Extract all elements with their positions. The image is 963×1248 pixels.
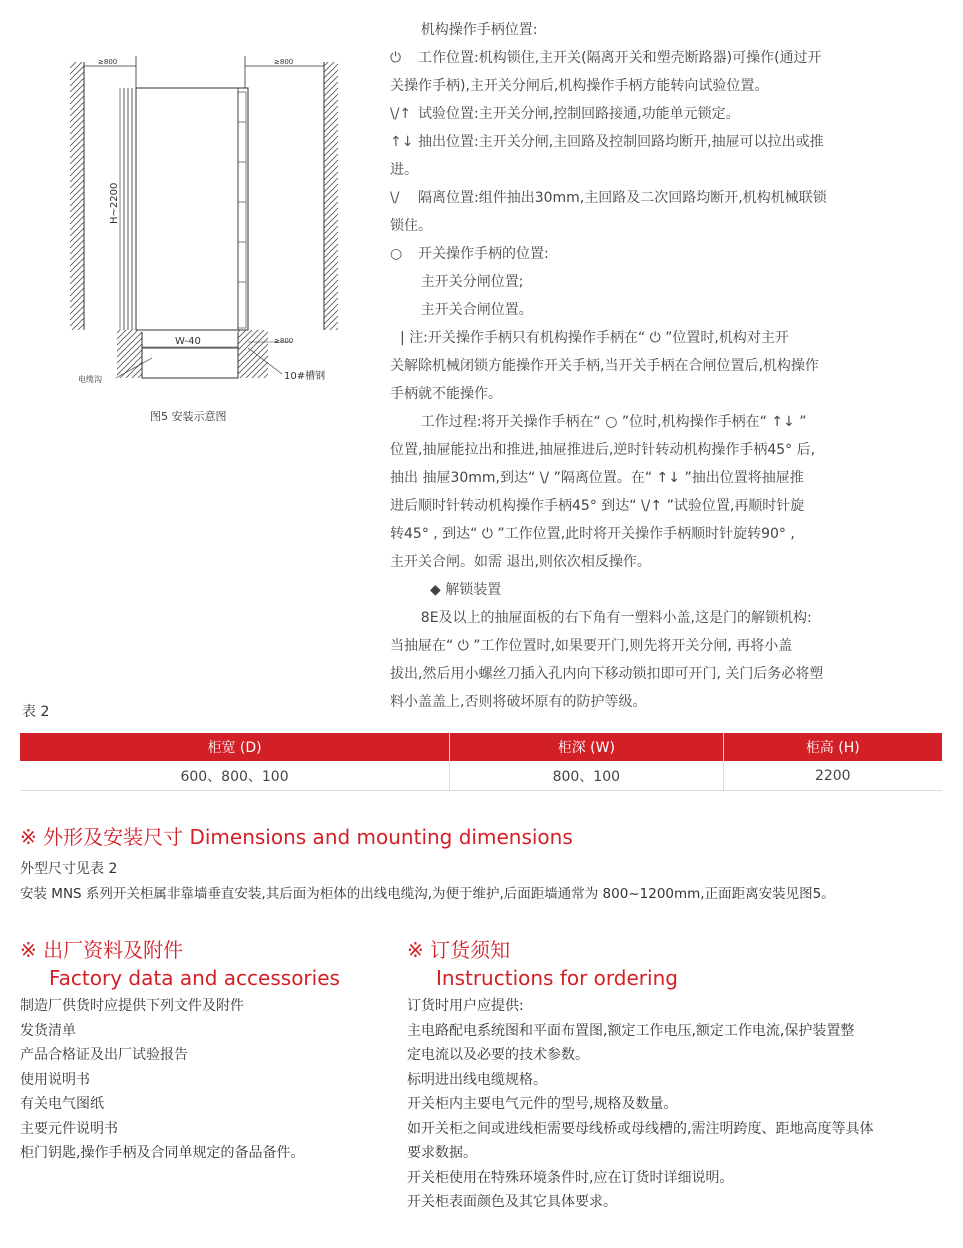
list-item: 有关电气图纸 <box>20 1096 104 1112</box>
unlock-title: ◆ 解锁装置 <box>430 582 502 598</box>
process-line-6: 主开关合闸。如需 退出,则依次相反操作。 <box>390 554 651 570</box>
table-row <box>20 761 942 791</box>
cell-height: 2200 <box>723 761 942 791</box>
isolation-position-cont: 锁住。 <box>390 218 432 234</box>
spec-table <box>20 733 942 791</box>
list-item: 开关柜使用在特殊环境条件时,应在订货时详细说明。 <box>407 1169 734 1186</box>
note-line-2: 关解除机械闭锁方能操作开关手柄,当开关手柄在合闸位置后,机构操作 <box>390 358 819 374</box>
list-item: 使用说明书 <box>20 1071 90 1088</box>
isolation-position-text: 隔离位置:组件抽出30mm,主回路及二次回路均断开,机构机械联锁 <box>418 190 827 206</box>
work-position-text: 工作位置:机构锁住,主开关(隔离开关和塑壳断路器)可操作(通过开 <box>418 50 822 66</box>
factory-title-cn: ※ 出厂资料及附件 <box>20 938 184 962</box>
test-position-line <box>390 100 930 128</box>
list-item: 定电流以及必要的技术参数。 <box>407 1047 589 1063</box>
ordering-title-cn: ※ 订货须知 <box>407 938 511 962</box>
section-title-ordering <box>407 936 678 992</box>
isolation-position-line <box>390 184 930 212</box>
up-down-arrows-icon: ↑↓ <box>390 134 414 150</box>
label-cable-trench: 电缆沟 <box>78 375 102 384</box>
list-item: 开关柜表面颜色及其它具体要求。 <box>407 1194 617 1210</box>
list-item: 标明进出线电缆规格。 <box>407 1071 547 1088</box>
switch-close-text: 主开关合闸位置。 <box>420 302 533 318</box>
process-line-2: 位置,抽屉能拉出和推进,抽屉推进后,逆时针转动机构操作手柄45° 后, <box>390 442 816 458</box>
process-line-4: 进后顺时针转动机构操作手柄45° 到达“ \/↑ ”试验位置,再顺时针旋 <box>390 498 805 514</box>
unlock-line-3: 拔出,然后用小螺丝刀插入孔内向下移动锁扣即可开门, 关门后务必将塑 <box>390 666 824 682</box>
list-item: 产品合格证及出厂试验报告 <box>20 1047 188 1063</box>
list-item: 发货清单 <box>20 1022 76 1039</box>
header-width: 柜宽 (D) <box>20 733 450 761</box>
isolation-icon: \/ <box>390 190 400 206</box>
dimensions-line-2: 安装 MNS 系列开关柜属非靠墙垂直安装,其后面为柜体的出线电缆沟,为便于维护,后面距墙通常为 800~1200mm,正面距离安装见图5。 <box>20 885 835 902</box>
ordering-title-en: Instructions for ordering <box>436 966 678 990</box>
out-position-text: 抽出位置:主开关分闸,主回路及控制回路均断开,抽屉可以拉出或推 <box>418 134 824 150</box>
unlock-line-4: 料小盖盖上,否则将破坏原有的防护等级。 <box>390 694 647 710</box>
section-title-dimensions: ※ 外形及安装尺寸 Dimensions and mounting dimensions <box>20 825 573 849</box>
work-position-cont: 关操作手柄),主开关分闸后,机构操作手柄方能转向试验位置。 <box>390 78 769 94</box>
header-depth: 柜深 (W) <box>450 733 723 761</box>
mechanism-description <box>390 16 930 716</box>
switch-open-text: 主开关分闸位置; <box>420 274 524 290</box>
dim-right-bottom: ≥800 <box>274 337 294 345</box>
note-line-3: 手柄就不能操作。 <box>390 386 502 402</box>
dimensions-line-1: 外型尺寸见表 2 <box>20 861 118 877</box>
process-line-3: 抽出 抽屉30mm,到达“ \/ ”隔离位置。在“ ↑↓ ”抽出位置将抽屉推 <box>390 470 804 486</box>
cell-width: 600、800、100 <box>20 761 450 791</box>
heading-handle-positions: 机构操作手柄位置: <box>420 22 538 38</box>
switch-handle-text: 开关操作手柄的位置: <box>418 246 549 262</box>
cabinet-body <box>136 88 248 330</box>
circle-icon: ○ <box>390 246 403 262</box>
test-position-icon: \/↑ <box>390 106 412 122</box>
list-item: 如开关柜之间或进线柜需要母线桥或母线槽的,需注明跨度、距地高度等具体 <box>407 1120 874 1137</box>
list-item: 主要元件说明书 <box>20 1120 118 1137</box>
installation-diagram <box>62 52 354 432</box>
figure-caption: 图5 安装示意图 <box>150 410 227 423</box>
list-item: 开关柜内主要电气元件的型号,规格及数量。 <box>407 1096 678 1112</box>
dim-left-top: ≥800 <box>98 58 118 66</box>
out-position-cont: 进。 <box>390 162 418 178</box>
table-label: 表 2 <box>22 704 50 720</box>
list-item: 主电路配电系统图和平面布置图,额定工作电压,额定工作电流,保护装置整 <box>407 1022 855 1039</box>
table-header-row <box>20 733 942 761</box>
process-line-5: 转45° , 到达“ ⏻ ”工作位置,此时将开关操作手柄顺时针旋转90° , <box>390 526 795 542</box>
dim-width: W-40 <box>175 336 201 347</box>
process-line-1: 工作过程:将开关操作手柄在“ ○ ”位时,机构操作手柄在“ ↑↓ ” <box>420 414 807 430</box>
list-item: 柜门钥匙,操作手柄及合同单规定的备品备件。 <box>20 1145 305 1161</box>
work-position-line <box>390 44 930 72</box>
dim-right-top: ≥800 <box>274 58 294 66</box>
list-item: 制造厂供货时应提供下列文件及附件 <box>20 998 244 1014</box>
label-channel-steel: 10#槽钢 <box>284 371 326 382</box>
note-line-1: | 注:开关操作手柄只有机构操作手柄在“ ⏻ ”位置时,机构对主开 <box>400 330 789 346</box>
switch-handle-line <box>390 240 930 268</box>
list-item: 要求数据。 <box>407 1145 477 1161</box>
section-title-factory <box>20 936 340 992</box>
power-icon: ⏻ <box>390 50 402 66</box>
out-position-line <box>390 128 930 156</box>
floor-right <box>238 330 268 378</box>
dim-height: H~2200 <box>109 182 120 224</box>
dimensions-body <box>20 857 950 906</box>
header-height: 柜高 (H) <box>723 733 942 761</box>
left-wall <box>70 62 84 330</box>
test-position-text: 试验位置:主开关分闸,控制回路接通,功能单元锁定。 <box>418 106 740 122</box>
ordering-list <box>407 994 947 1215</box>
cell-depth: 800、100 <box>450 761 723 791</box>
cable-trench <box>142 348 238 378</box>
unlock-line-1: 8E及以上的抽屉面板的右下角有一塑料小盖,这是门的解锁机构: <box>420 610 812 626</box>
factory-list <box>20 994 380 1166</box>
right-wall <box>324 62 338 330</box>
unlock-line-2: 当抽屉在“ ⏻ ”工作位置时,如果要开门,则先将开关分闸, 再将小盖 <box>390 638 793 654</box>
list-item: 订货时用户应提供: <box>407 998 524 1014</box>
factory-title-en: Factory data and accessories <box>49 966 340 990</box>
